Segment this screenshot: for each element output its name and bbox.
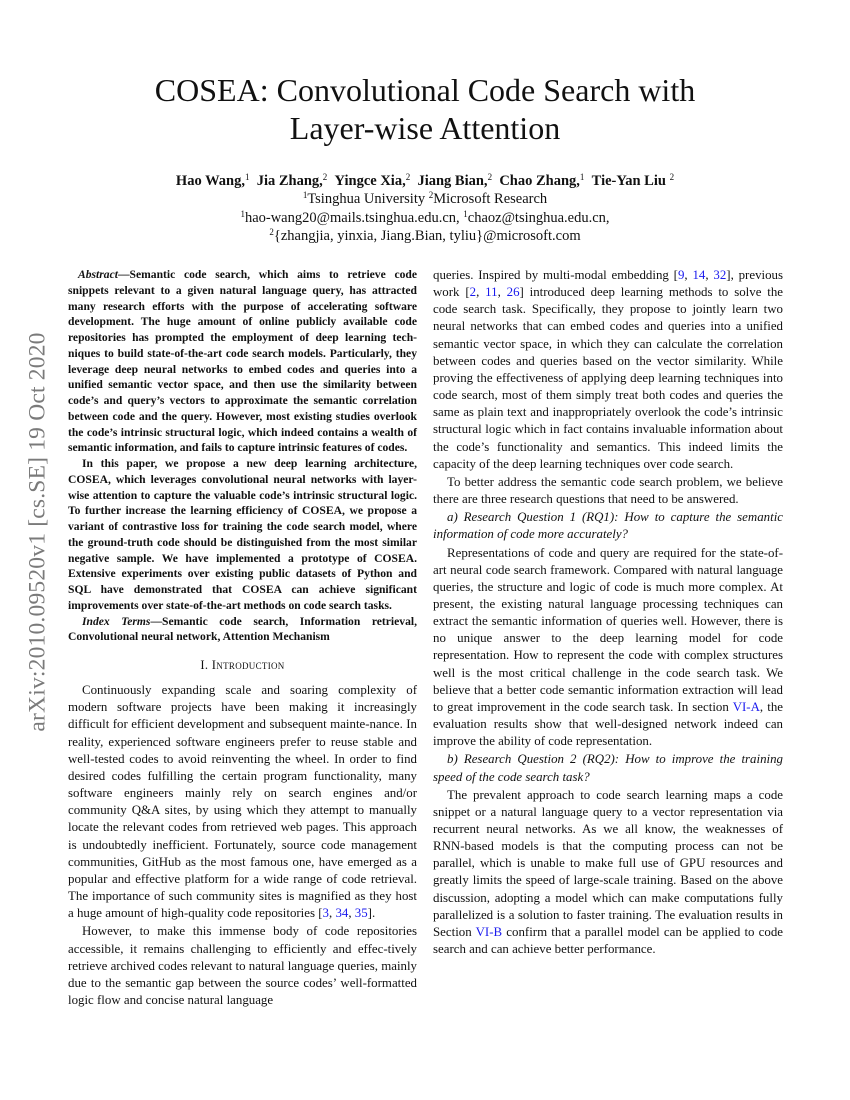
left-column	[68, 267, 417, 1009]
citation-link[interactable]: 35	[354, 906, 368, 921]
author: Jia Zhang,$^2$	[256, 172, 328, 189]
right-column	[433, 267, 783, 958]
citation-link[interactable]: 34	[335, 906, 349, 921]
index-terms: Index Terms—Semantic code search, Information retrieval, Convolutional neural network, Attention Mechanism	[68, 614, 417, 644]
research-question-1: a) Research Question 1 (RQ1): How to capture the semantic information of code more accurately?	[433, 510, 783, 542]
affiliations: $^1$Tsinghua University $^2$Microsoft Research	[302, 190, 548, 207]
author-emails-2: $^2${zhangjia, yinxia, Jiang.Bian, tyliu}@microsoft.com	[269, 227, 581, 244]
section-ref-link[interactable]: VI-A	[732, 699, 760, 714]
section-ref-link[interactable]: VI-B	[475, 924, 503, 939]
intro-paragraph: However, to make this immense body of code repositories accessible, it remains challenging to efficiently and effec-tively retrieve archived codes relevant to natural language queries, mainly due to the semantic gap between the source codes’ well-formatted logic flow and concise natural language	[68, 924, 417, 1007]
research-question-2: b) Research Question 2 (RQ2): How to improve the training speed of the code search task?	[433, 752, 783, 784]
body-paragraph: The prevalent approach to code search learning maps a code snippet or a natural language query to a vector representation via recurrent neural networks. As we all know, the weaknesses of RNN-based models is that the computing process can not be parallel, which is unable to make full use of GPU resources and greatly limits the speed of large-scale training. Based on the above discussion, adopting a model which can make computations fully parallelized is a solution to faster training. The evaluation results in Section VI-B confirm that a parallel model can be applied to code search and can achieve better performance.	[433, 787, 784, 957]
section-heading-introduction: I. Introduction	[200, 658, 285, 672]
author: Hao Wang,$^1$	[175, 172, 250, 189]
citation-link[interactable]: 32	[713, 268, 727, 282]
citation-link[interactable]: 11	[485, 285, 498, 300]
author: Yingce Xia,$^2$	[334, 172, 411, 189]
author: Chao Zhang,$^1$	[499, 172, 585, 189]
paper-title	[100, 71, 750, 147]
citation-link[interactable]: 14	[692, 268, 706, 282]
author: Tie-Yan Liu $^2$	[591, 172, 675, 189]
author-emails-1: $^1$hao-wang20@mails.tsinghua.edu.cn, $^1$chaoz@tsinghua.edu.cn,	[240, 209, 610, 226]
title-line-2: Layer-wise Attention	[289, 110, 561, 146]
citation-link[interactable]: 2	[469, 285, 477, 300]
intro-paragraph: Continuously expanding scale and soaring complexity of modern software projects have been making it increasingly difficult for efficient development and subsequent mainte-nance. In reality, experienced software engineers prefer to reuse stable and well-tested codes to avoid reinventing the wheel. In order to find desired codes fulfilling the certain program functionality, many software engineers mainly rely on search engines and/or community Q&A sites, by using which they attempt to manually locate the relevant codes from retrieved web pages. This approach is undoubtedly inefficient. Fortunately, source code management communities, GitHub as the most famous one, have emerged as a popular and effective platform for a wide range of code retrieval. The importance of such community sites is magnified as they host a huge amount of high-quality code repositories [3, 34, 35].	[68, 683, 417, 921]
body-paragraph: queries. Inspired by multi-modal embedding [9, 14, 32], previous work [2, 11, 26] introduced deep learning methods to solve the code search task. Specifically, they propose to jointly learn two neural networks that can embed codes and queries into a unified semantic vector space, in which they can calculate the correlation between codes and queries based on the vector similarity. While proving the effectiveness of applying deep learning techniques into code search, most of them simply treat both codes and queries the same as plain text and inappropriately overlook the code’s intrinsic structural logic which in fact contains invaluable information about the code’s functionality and semantics. This indeed limits the capacity of the deep learning techniques over code search.	[433, 268, 784, 471]
author: Jiang Bian,$^2$	[417, 172, 493, 189]
citation-link[interactable]: 3	[322, 906, 329, 921]
arxiv-sidebar	[8, 290, 68, 775]
abstract	[68, 267, 417, 645]
arxiv-identifier: arXiv:2010.09520v1 [cs.SE] 19 Oct 2020	[24, 332, 51, 732]
abstract-paragraph: In this paper, we propose a new deep learning architecture, COSEA, which leverages convolutional neural networks with layer-wise attention to capture the valuable code’s intrinsic structural logic. To further increase the learning efficiency of COSEA, we propose a variant of contrastive loss for training the code search model, where the ground-truth code should be distinguished from the most similar negative sample. We have implemented a prototype of COSEA. Extensive experiments over existing public datasets of Python and SQL have demonstrated that COSEA can achieve significant improvements over state-of-the-art methods on code search tasks.	[68, 457, 417, 612]
body-paragraph: Representations of code and query are required for the state-of-art neural code search framework. Compared with natural language queries, the structure and logic of code is much more complex. At present, the existing natural language processing techniques can extract the semantic information of queries well. However, there is no unique answer to the deep learning model for code representation. How to represent the code with complex structures well is the most critical challenge in the code search task. We believe that a better code semantic information extraction will lead to great improvement in the code search task. In section VI-A, the evaluation results show that well-designed network indeed can improve the ability of code representation.	[433, 545, 783, 749]
body-paragraph: To better address the semantic code search problem, we believe there are three research questions that need to be answered.	[433, 474, 783, 507]
citation-link[interactable]: 9	[677, 268, 685, 282]
title-line-1: COSEA: Convolutional Code Search with	[154, 72, 696, 108]
abstract-paragraph: Abstract—Semantic code search, which aims to retrieve code snippets relevant to a given natural language query, has attracted many research efforts with the purpose of accelerating software development. The huge amount of online publicly available code repositories has prompted the employment of deep learning tech-niques to build state-of-the-art code search models. Particularly, they leverage deep neural networks to embed codes and queries into a unified semantic vector space, and then use the similarity between code’s and query’s vectors to approximate the semantic correlation between code and the query. However, most existing studies overlook the code’s intrinsic structural logic, which indeed contains a wealth of semantic information, and fails to capture intrinsic features of codes.	[68, 268, 417, 455]
citation-link[interactable]: 26	[506, 285, 520, 300]
